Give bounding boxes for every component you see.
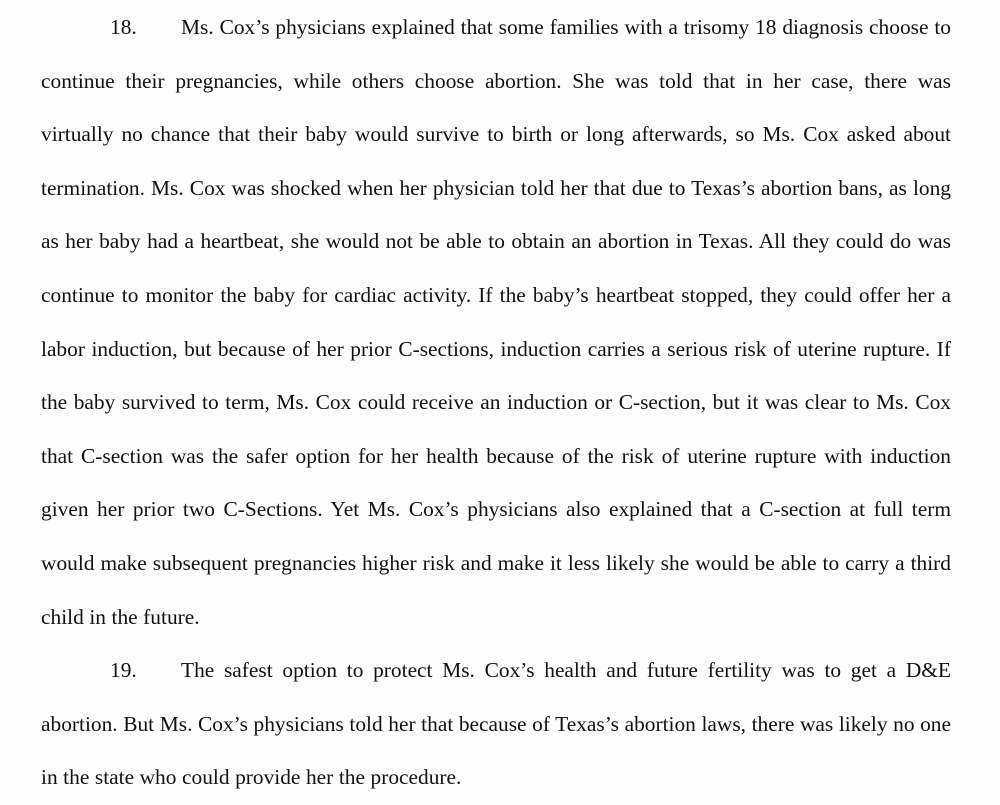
paragraph-19 xyxy=(41,644,951,805)
paragraph-number: 18. xyxy=(110,15,137,39)
paragraph-text: The safest option to protect Ms. Cox’s health and future fertility was to get a D&E abortion. But Ms. Cox’s physicians told her that because of Texas’s abortion laws, there was likely no one in the state who could provide her the procedure. xyxy=(41,658,951,790)
paragraph-number: 19. xyxy=(110,658,137,682)
paragraph-text: Ms. Cox’s physicians explained that some families with a trisomy 18 diagnosis choose to continue their pregnancies, while others choose abortion. She was told that in her case, there was virtually no chance that their baby would survive to birth or long afterwards, so Ms. Cox asked about termination. Ms. Cox was shocked when her physician told her that due to Texas’s abortion bans, as long as her baby had a heartbeat, she would not be able to obtain an abortion in Texas. All they could do was continue to monitor the baby for cardiac activity. If the baby’s heartbeat stopped, they could offer her a labor induction, but because of her prior C-sections, induction carries a serious risk of uterine rupture. If the baby survived to term, Ms. Cox could receive an induction or C-section, but it was clear to Ms. Cox that C-section was the safer option for her health because of the risk of uterine rupture with induction given her prior two C-Sections. Yet Ms. Cox’s physicians also explained that a C-section at full term would make subsequent pregnancies higher risk and make it less likely she would be able to carry a third child in the future. xyxy=(41,15,951,629)
paragraph-18 xyxy=(41,1,951,644)
